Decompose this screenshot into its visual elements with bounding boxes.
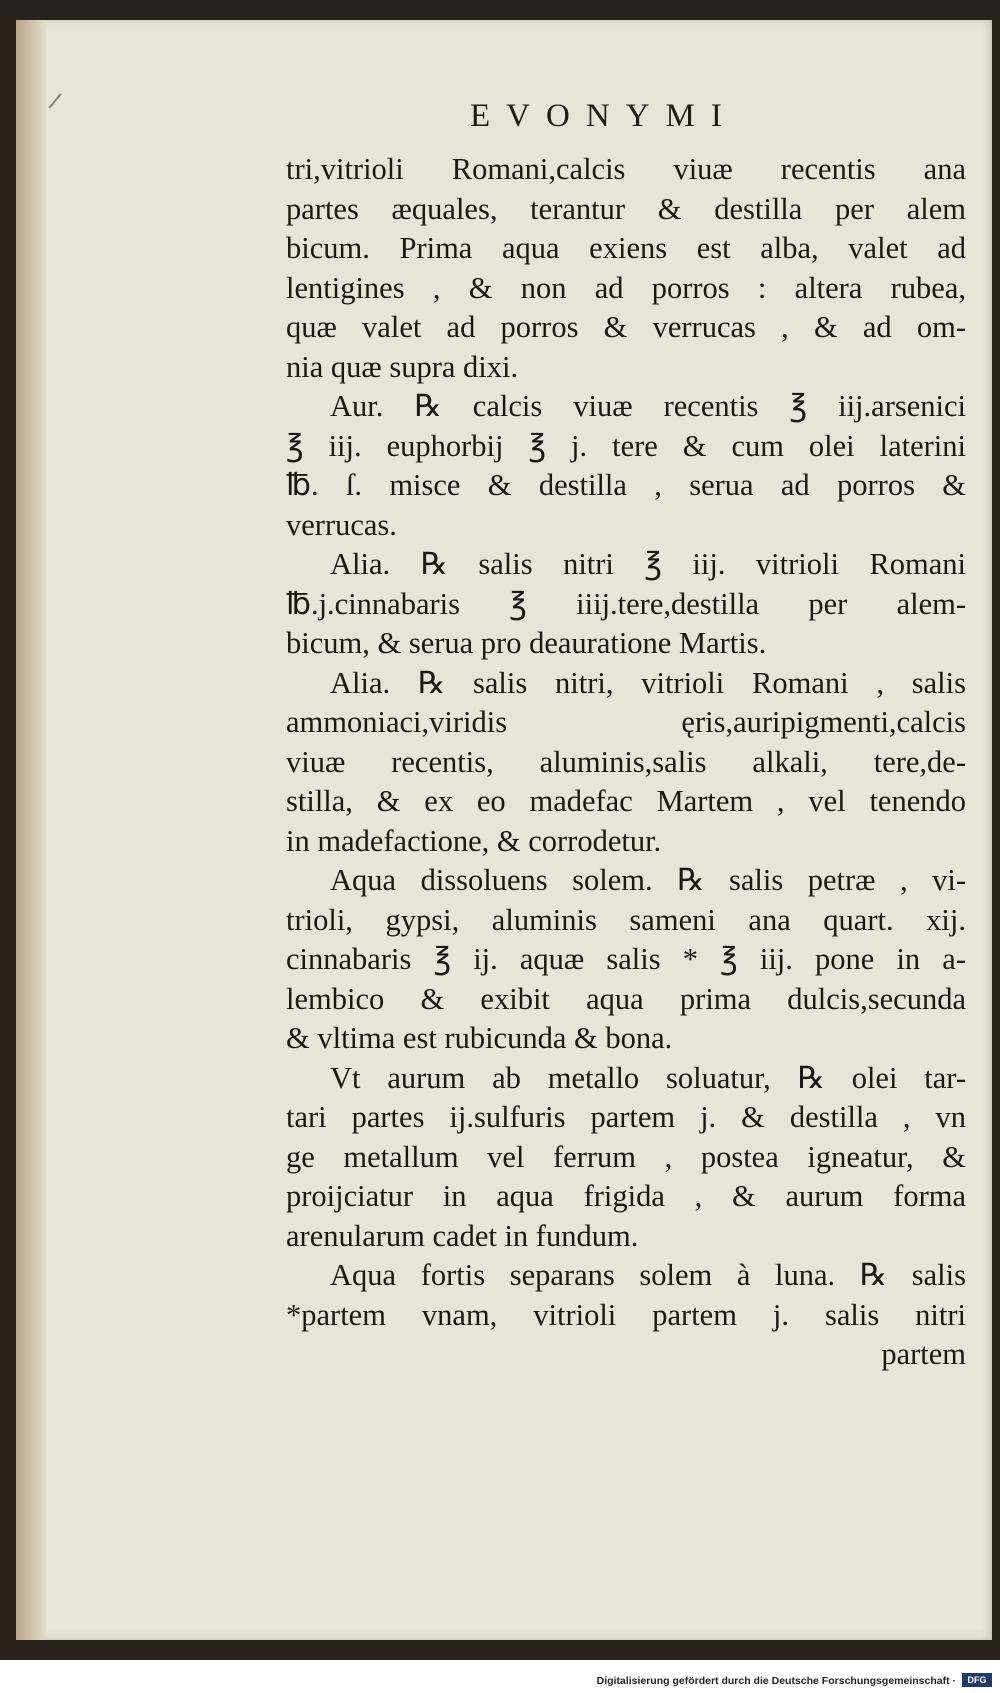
text-block bbox=[286, 150, 966, 1375]
text-line: ℔. ſ. misce & destilla , serua ad porros & bbox=[286, 468, 966, 502]
text-line: ℥ iij. euphorbij ℥ j. tere & cum olei laterini bbox=[286, 428, 966, 463]
text-line: nia quæ supra dixi. bbox=[286, 349, 519, 384]
text-line: Aur. ℞ calcis viuæ recentis ℥ iij.arsenici bbox=[330, 389, 966, 423]
digitization-credit: Digitalisierung gefördert durch die Deutsche Forschungsgemeinschaft · bbox=[596, 1675, 956, 1687]
text-line: quæ valet ad porros & verrucas , & ad om- bbox=[286, 310, 966, 344]
text-line: Aqua dissoluens solem. ℞ salis petræ , vi- bbox=[330, 863, 966, 897]
text-line: ℔.j.cinnabaris ℥ iiij.tere,destilla per alem- bbox=[286, 586, 966, 621]
text-line: Alia. ℞ salis nitri, vitrioli Romani , salis bbox=[330, 665, 966, 700]
text-line: arenularum cadet in fundum. bbox=[286, 1218, 639, 1253]
page-gutter bbox=[16, 20, 46, 1640]
text-line: verrucas. bbox=[286, 507, 397, 542]
catchword: partem bbox=[881, 1337, 966, 1371]
text-line: ammoniaci,viridis ęris,auripigmenti,calcis bbox=[286, 705, 966, 739]
text-line: ge metallum vel ferrum , postea igneatur, & bbox=[286, 1139, 966, 1174]
text-line: tari partes ij.sulfuris partem j. & destilla , vn bbox=[286, 1100, 966, 1134]
text-line: viuæ recentis, aluminis,salis alkali, tere,de- bbox=[286, 744, 966, 779]
text-line: lembico & exibit aqua prima dulcis,secunda bbox=[286, 981, 966, 1016]
text-line: proijciatur in aqua frigida , & aurum forma bbox=[286, 1179, 966, 1213]
text-line: partes æquales, terantur & destilla per alem bbox=[286, 191, 966, 226]
text-line: lentigines , & non ad porros : altera rubea, bbox=[286, 270, 966, 305]
ink-mark bbox=[48, 93, 61, 108]
text-line: Vt aurum ab metallo soluatur, ℞ olei tar- bbox=[330, 1060, 966, 1095]
text-line: trioli, gypsi, aluminis sameni ana quart. xij. bbox=[286, 902, 966, 937]
running-head: EVONYMI bbox=[470, 98, 738, 134]
text-line: cinnabaris ℥ ij. aquæ salis * ℥ iij. pone in a- bbox=[286, 942, 966, 976]
text-line: stilla, & ex eo madefac Martem , vel tenendo bbox=[286, 784, 966, 818]
text-line: tri,vitrioli Romani,calcis viuæ recentis ana bbox=[286, 152, 966, 186]
text-line: Alia. ℞ salis nitri ℥ iij. vitrioli Romani bbox=[330, 547, 966, 581]
text-line: bicum. Prima aqua exiens est alba, valet ad bbox=[286, 231, 966, 265]
text-line: Aqua fortis separans solem à luna. ℞ salis bbox=[330, 1258, 966, 1292]
text-line: bicum, & serua pro deauratione Martis. bbox=[286, 626, 767, 660]
text-line: *partem vnam, vitrioli partem j. salis nitri bbox=[286, 1297, 966, 1332]
text-line: & vltima est rubicunda & bona. bbox=[286, 1021, 673, 1055]
text-line: in madefactione, & corrodetur. bbox=[286, 823, 662, 858]
dfg-logo-icon: DFG bbox=[962, 1673, 992, 1687]
